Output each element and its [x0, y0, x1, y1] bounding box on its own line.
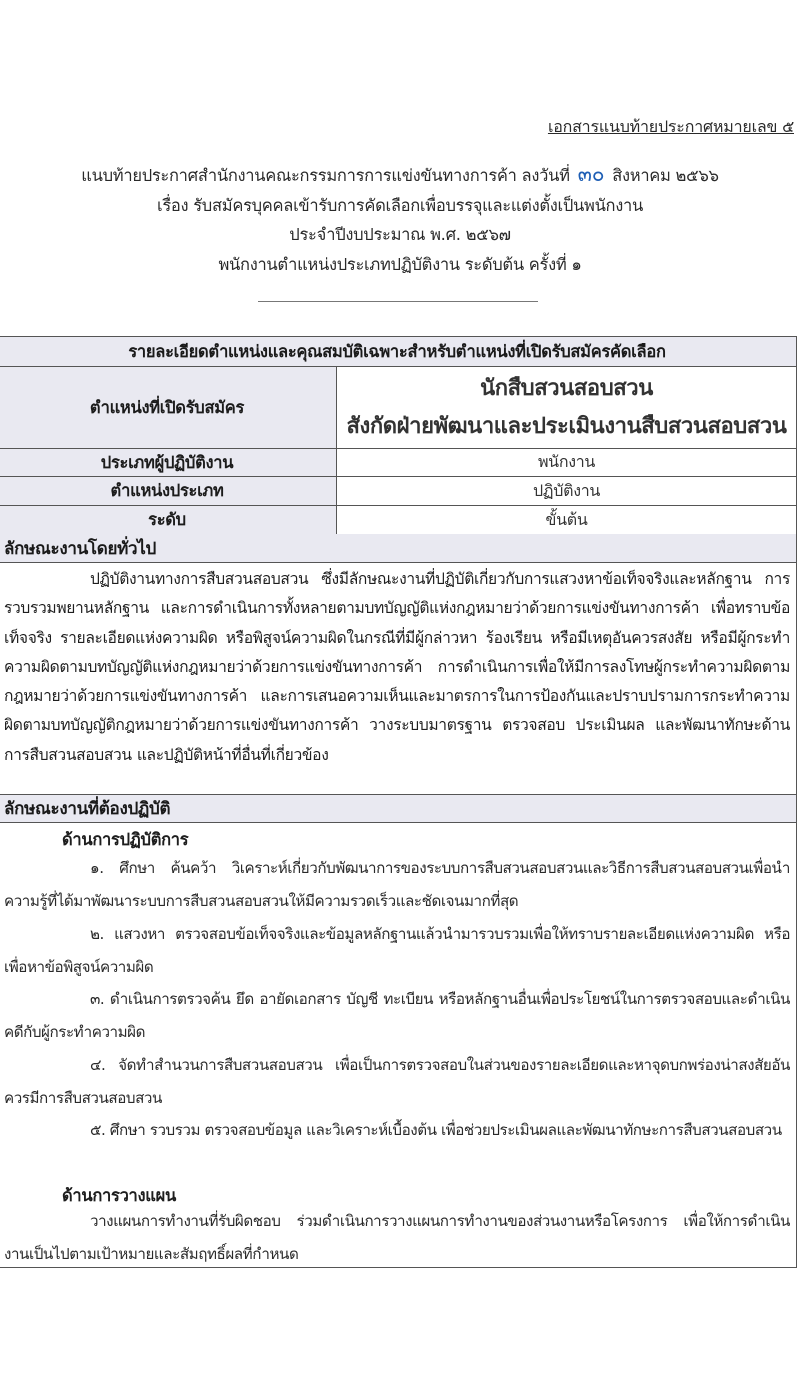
header-line-1-prefix: แนบท้ายประกาศสำนักงานคณะกรรมการการแข่งขันทางการค้า ลงวันที่	[81, 166, 570, 185]
document-reference: เอกสารแนบท้ายประกาศหมายเลข ๕	[547, 117, 794, 136]
row-label: ตำแหน่งประเภท	[0, 477, 337, 505]
planning-heading: ด้านการวางแผน	[62, 1186, 176, 1205]
header-line-2: เรื่อง รับสมัครบุคคลเข้ารับการคัดเลือกเพื่อบรรจุและแต่งตั้งเป็นพนักงาน	[157, 195, 643, 215]
position-label: ตำแหน่งที่เปิดรับสมัคร	[0, 367, 337, 448]
table-title-row	[0, 337, 796, 367]
required-duties-heading: ลักษณะงานที่ต้องปฏิบัติ	[0, 794, 796, 823]
table-row	[0, 449, 796, 477]
header-line-1	[0, 160, 800, 191]
general-duties-text: ปฏิบัติงานทางการสืบสวนสอบสวน ซึ่งมีลักษณะงานที่ปฏิบัติเกี่ยวกับการแสวงหาข้อเท็จจริงและหลักฐาน การรวบรวมพยานหลักฐาน และการดำเนินการทั้งหลายตามบทบัญญัติแห่งกฎหมายว่าด้วยการแข่งขันทางการค้า เพื่อทราบข้อเท็จจริง รายละเอียดแห่งความผิด หรือพิสูจน์ความผิดในกรณีที่มีผู้กล่าวหา ร้องเรียน หรือมีเหตุอันควรสงสัย หรือมีผู้กระทำความผิดตามบทบัญญัติแห่งกฎหมายว่าด้วยการแข่งขันทางการค้า การดำเนินการเพื่อให้มีการลงโทษผู้กระทำความผิดตามกฎหมายว่าด้วยการแข่งขันทางการค้า และการเสนอความเห็นและมาตรการในการป้องกันและปราบปรามการกระทำความผิดตามบทบัญญัติกฎหมายว่าด้วยการแข่งขันทางการค้า วางระบบมาตรฐาน ตรวจสอบ ประเมินผล และพัฒนาทักษะด้านการสืบสวนสอบสวน และปฏิบัติหน้าที่อื่นที่เกี่ยวข้อง	[4, 570, 790, 764]
operations-heading: ด้านการปฏิบัติการ	[62, 830, 189, 849]
handwritten-day: ๓๐	[577, 162, 605, 186]
row-value: พนักงาน	[537, 452, 596, 471]
duty-item: ๔. จัดทำสำนวนการสืบสวนสอบสวน เพื่อเป็นการตรวจสอบในส่วนของรายละเอียดและหาจุดบกพร่องน่าสงสัยอันควรมีการสืบสวนสอบสวน	[4, 1056, 790, 1107]
row-value: ขั้นต้น	[545, 509, 588, 529]
header-line-1-suffix: สิงหาคม ๒๕๖๖	[612, 166, 719, 185]
table-row	[0, 477, 796, 506]
table-row	[0, 506, 796, 535]
row-value: ปฏิบัติงาน	[532, 480, 601, 500]
header-line-3: ประจำปีงบประมาณ พ.ศ. ๒๕๖๗	[289, 225, 511, 244]
position-value	[337, 367, 796, 448]
duty-item: ๒. แสวงหา ตรวจสอบข้อเท็จจริงและข้อมูลหลักฐานแล้วนำมารวบรวมเพื่อให้ทราบรายละเอียดแห่งความผิด หรือเพื่อหาข้อพิสูจน์ความผิด	[4, 925, 790, 976]
header-divider	[258, 301, 538, 302]
table-title: รายละเอียดตำแหน่งและคุณสมบัติเฉพาะสำหรับตำแหน่งที่เปิดรับสมัครคัดเลือก	[128, 341, 666, 361]
announcement-header	[0, 160, 800, 279]
duty-item: ๓. ดำเนินการตรวจค้น ยึด อายัดเอกสาร บัญชี ทะเบียน หรือหลักฐานอื่นเพื่อประโยชน์ในการตรวจสอบและดำเนินคดีกับผู้กระทำความผิด	[4, 990, 790, 1041]
duty-item: ๑. ศึกษา ค้นคว้า วิเคราะห์เกี่ยวกับพัฒนาการของระบบการสืบสวนสอบสวนและวิธีการสืบสวนสอบสวนเพื่อนำความรู้ที่ได้มาพัฒนาระบบการสืบสวนสอบสวนให้มีความรวดเร็วและชัดเจนมากที่สุด	[4, 859, 790, 910]
position-title: นักสืบสวนสอบสวน	[480, 375, 653, 401]
table-row-position	[0, 367, 796, 449]
header-line-4: พนักงานตำแหน่งประเภทปฏิบัติงาน ระดับต้น ครั้งที่ ๑	[218, 254, 582, 274]
duty-item: ๕. ศึกษา รวบรวม ตรวจสอบข้อมูล และวิเคราะห์เบื้องต้น เพื่อช่วยประเมินผลและพัฒนาทักษะการสืบสวนสอบสวน	[90, 1121, 782, 1139]
planning-text: วางแผนการทำงานที่รับผิดชอบ ร่วมดำเนินการวางแผนการทำงานของส่วนงานหรือโครงการ เพื่อให้การดำเนินงานเป็นไปตามเป้าหมายและสัมฤทธิ์ผลที่กำหนด	[4, 1212, 790, 1263]
row-label: ระดับ	[0, 506, 337, 534]
position-department: สังกัดฝ่ายพัฒนาและประเมินงานสืบสวนสอบสวน	[346, 413, 787, 439]
general-duties-heading: ลักษณะงานโดยทั่วไป	[0, 534, 796, 563]
position-details-table	[0, 336, 797, 1268]
row-label: ประเภทผู้ปฏิบัติงาน	[0, 449, 337, 476]
